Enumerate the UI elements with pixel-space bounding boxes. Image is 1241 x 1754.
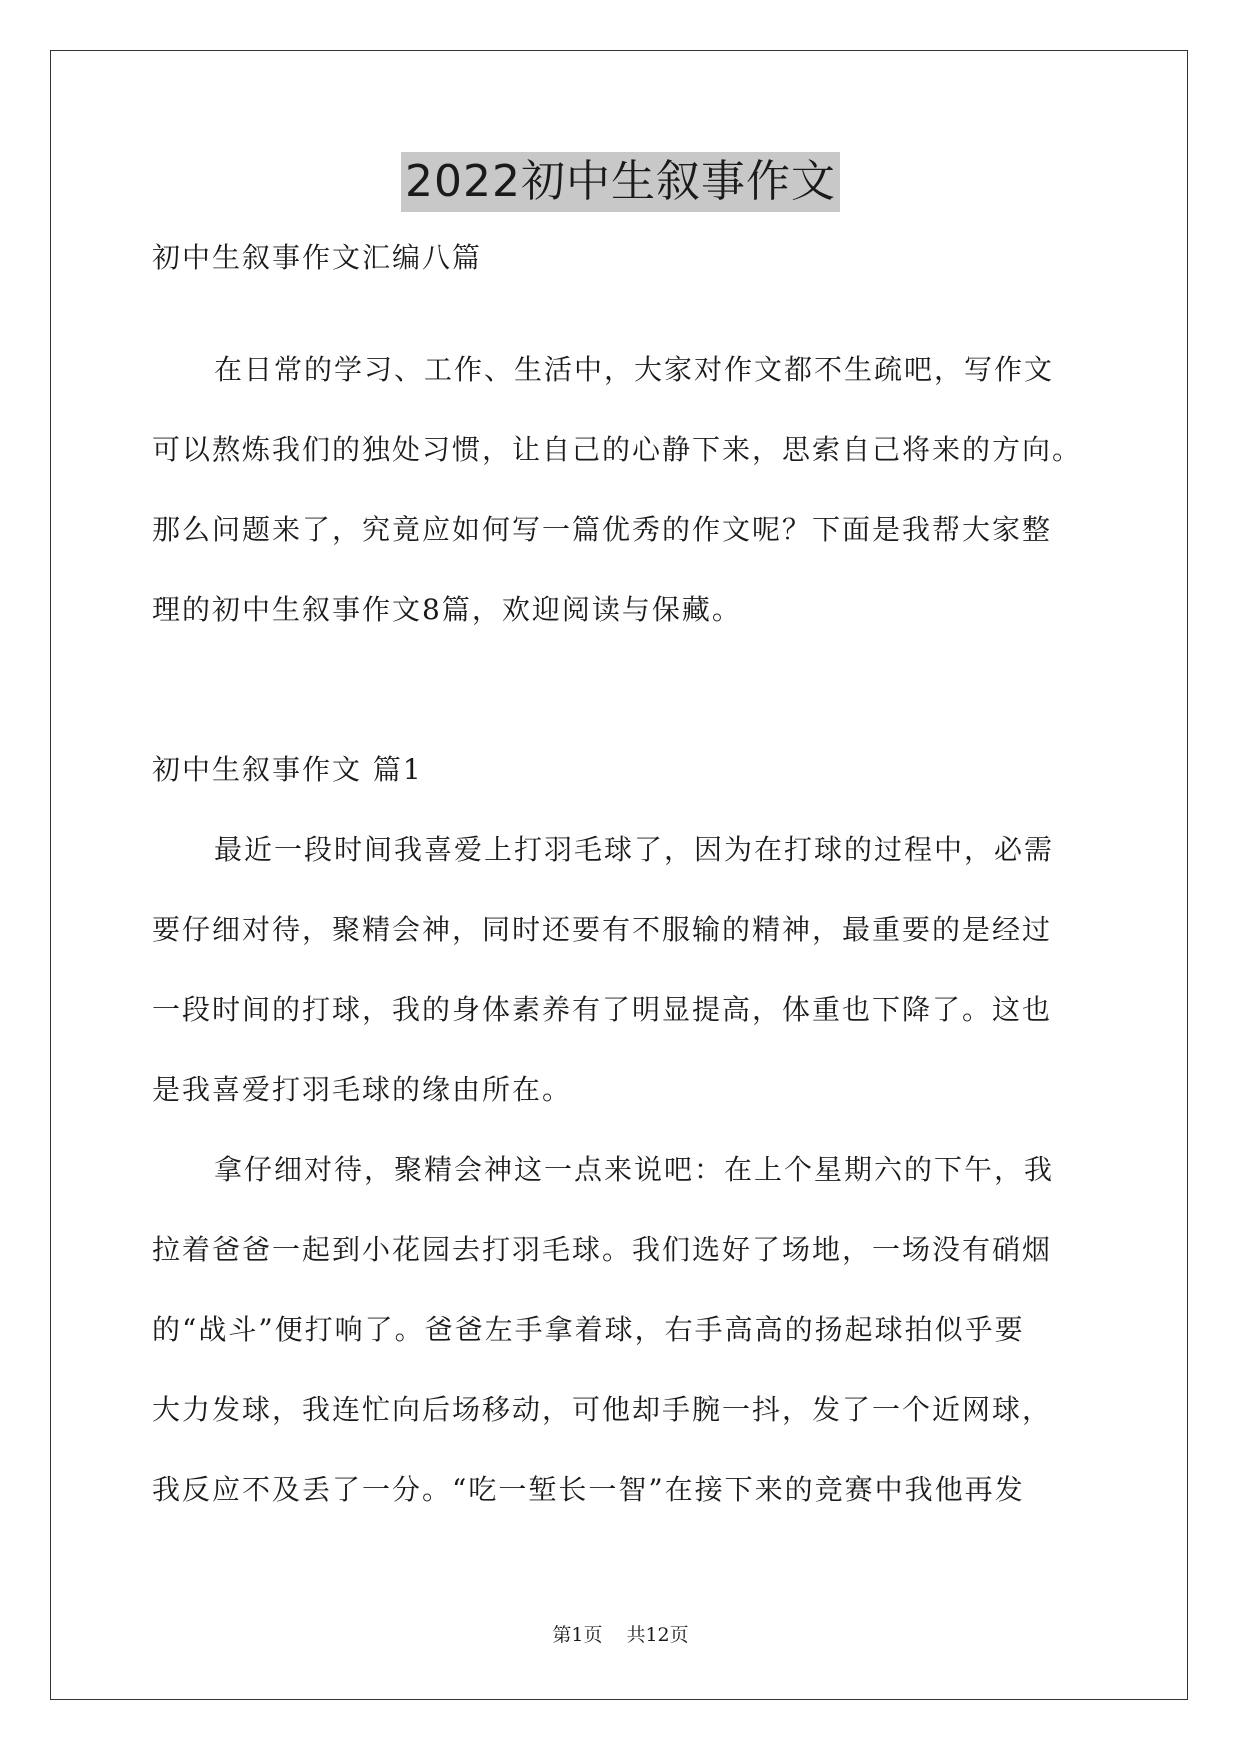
page-number-current: 第1页 — [552, 1624, 603, 1646]
para2-line-1: 拿仔细对待，聚精会神这一点来说吧：在上个星期六的下午，我 — [214, 1153, 1055, 1186]
page-border — [50, 50, 1188, 1700]
para1-line-2: 要仔细对待，聚精会神，同时还要有不服输的精神，最重要的是经过 — [152, 913, 1053, 946]
document-title: 2022初中生叙事作文 — [401, 152, 840, 212]
para2-line-3: 的“战斗”便打响了。爸爸左手拿着球，右手高高的扬起球拍似乎要 — [152, 1313, 1025, 1346]
page-footer — [0, 1622, 1241, 1648]
para1-line-3: 一段时间的打球，我的身体素养有了明显提高，体重也下降了。这也 — [152, 993, 1053, 1026]
document-subtitle: 初中生叙事作文汇编八篇 — [152, 241, 483, 274]
para2-line-4: 大力发球，我连忙向后场移动，可他却手腕一抖，发了一个近网球， — [152, 1393, 1053, 1426]
para2-line-5: 我反应不及丢了一分。“吃一堑长一智”在接下来的竞赛中我他再发 — [152, 1473, 1025, 1506]
intro-line-1: 在日常的学习、工作、生活中，大家对作文都不生疏吧，写作文 — [214, 353, 1055, 386]
page-number-total: 共12页 — [626, 1624, 689, 1646]
intro-line-3: 那么问题来了，究竟应如何写一篇优秀的作文呢？下面是我帮大家整 — [152, 513, 1053, 546]
para1-line-1: 最近一段时间我喜爱上打羽毛球了，因为在打球的过程中，必需 — [214, 833, 1055, 866]
intro-line-4: 理的初中生叙事作文8篇，欢迎阅读与保藏。 — [152, 593, 742, 626]
section-heading: 初中生叙事作文 篇1 — [152, 753, 423, 786]
title-container — [0, 152, 1241, 212]
para2-line-2: 拉着爸爸一起到小花园去打羽毛球。我们选好了场地，一场没有硝烟 — [152, 1233, 1053, 1266]
para1-line-4: 是我喜爱打羽毛球的缘由所在。 — [152, 1073, 573, 1106]
intro-line-2: 可以熬炼我们的独处习惯，让自己的心静下来，思索自己将来的方向。 — [152, 433, 1083, 466]
